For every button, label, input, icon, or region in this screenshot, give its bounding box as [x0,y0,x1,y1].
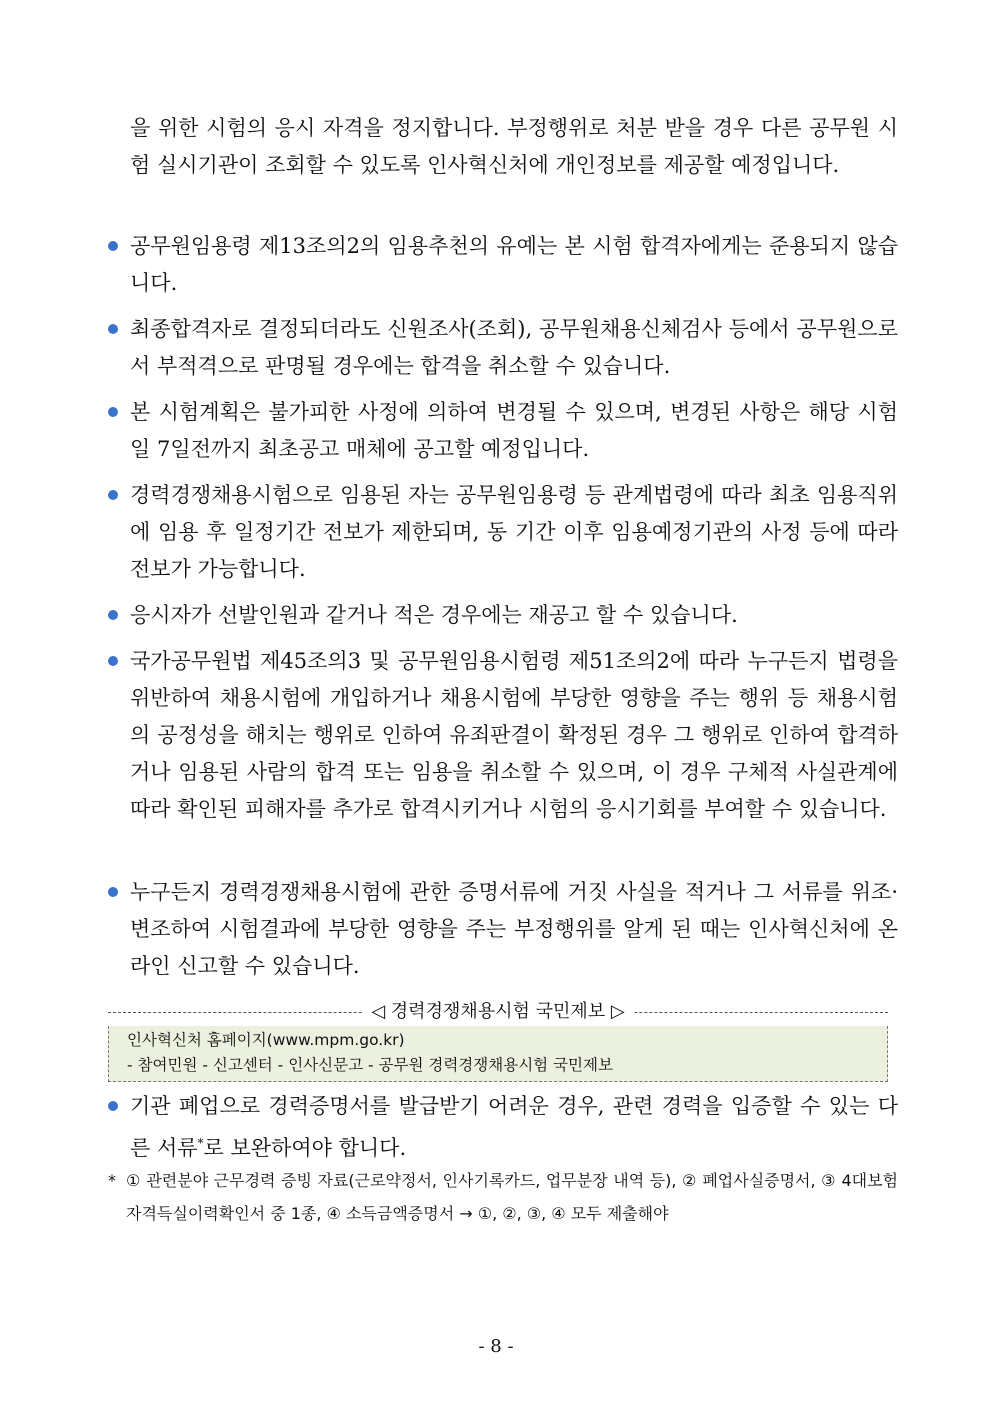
bullet-text: 기관 폐업으로 경력증명서를 발급받기 어려운 경우, 관련 경력을 입증할 수 있는 다른 서류*로 보완하여야 합니다. [130,1094,898,1160]
footnote-marker: * [108,1171,116,1190]
page-number: - 8 - [478,1336,514,1357]
bullet-item-5 [108,597,898,634]
report-title-row [108,998,888,1026]
bullet-dot-icon [108,1101,118,1111]
bullet-item-7 [108,874,898,985]
lead-paragraph: 을 위한 시험의 응시 자격을 정지합니다. 부정행위로 처분 받을 경우 다른 공무원 시험 실시기관이 조회할 수 있도록 인사혁신처에 개인정보를 제공할 예정입니다. [130,116,898,177]
bullet-text: 공무원임용령 제13조의2의 임용추천의 유예는 본 시험 합격자에게는 준용되지 않습니다. [130,234,898,295]
report-box-body [108,1026,888,1082]
bullet-item-2 [108,311,898,385]
footnote [108,1164,898,1230]
bullet-dot-icon [108,610,118,620]
report-box-title: ◁ 경력경쟁채용시험 국민제보 ▷ [108,998,888,1026]
bullet-text: 국가공무원법 제45조의3 및 공무원임용시험령 제51조의2에 따라 누구든지 법령을 위반하여 채용시험에 개입하거나 채용시험에 부당한 영향을 주는 행위 등 채용시험의 공정성을 해치는 행위로 인하여 유죄판결이 확정된 경우 그 행위로 인하여 합격하거나 임용된 사람의 합격 또는 임용을 취소할 수 있으며, 이 경우 구체적 사실관계에 따라 확인된 피해자를 추가로 합격시키거나 시험의 응시기회를 부여할 수 있습니다. [130,649,898,821]
bullet-dot-icon [108,490,118,500]
bullet-text: 응시자가 선발인원과 같거나 적은 경우에는 재공고 할 수 있습니다. [130,603,738,627]
bullet-text: 경력경쟁채용시험으로 임용된 자는 공무원임용령 등 관계법령에 따라 최초 임용직위에 임용 후 일정기간 전보가 제한되며, 동 기간 이후 임용예정기관의 사정 등에 따라 전보가 가능합니다. [130,483,898,581]
report-box-line-1: 인사혁신처 홈페이지(www.mpm.go.kr) [127,1031,405,1049]
bullet-text: 최종합격자로 결정되더라도 신원조사(조회), 공무원채용신체검사 등에서 공무원으로서 부적격으로 판명될 경우에는 합격을 취소할 수 있습니다. [130,317,898,378]
report-info-box [108,998,888,1082]
bullet-item-8 [108,1088,898,1167]
bullet-dot-icon [108,241,118,251]
bullet-dot-icon [108,324,118,334]
bullet-item-1 [108,228,898,302]
bullet-item-3 [108,394,898,468]
bullet-text: 본 시험계획은 불가피한 사정에 의하여 변경될 수 있으며, 변경된 사항은 해당 시험일 7일전까지 최초공고 매체에 공고할 예정입니다. [130,400,898,461]
bullet-text: 누구든지 경력경쟁채용시험에 관한 증명서류에 거짓 사실을 적거나 그 서류를 위조·변조하여 시험결과에 부당한 영향을 주는 부정행위를 알게 된 때는 인사혁신처에 온라인 신고할 수 있습니다. [130,880,898,978]
bullet-item-4 [108,477,898,588]
report-box-line-2: - 참여민원 - 신고센터 - 인사신문고 - 공무원 경력경쟁채용시험 국민제보 [127,1056,613,1074]
bullet-item-6 [108,643,898,828]
bullet-dot-icon [108,887,118,897]
bullet-dot-icon [108,656,118,666]
bullet-dot-icon [108,407,118,417]
footnote-text: ① 관련분야 근무경력 증빙 자료(근로약정서, 인사기록카드, 업무분장 내역 등), ② 폐업사실증명서, ③ 4대보험자격득실이력확인서 중 1종, ④ 소득금액증명서 → ①, ②, ③, ④ 모두 제출해야 [126,1171,898,1223]
